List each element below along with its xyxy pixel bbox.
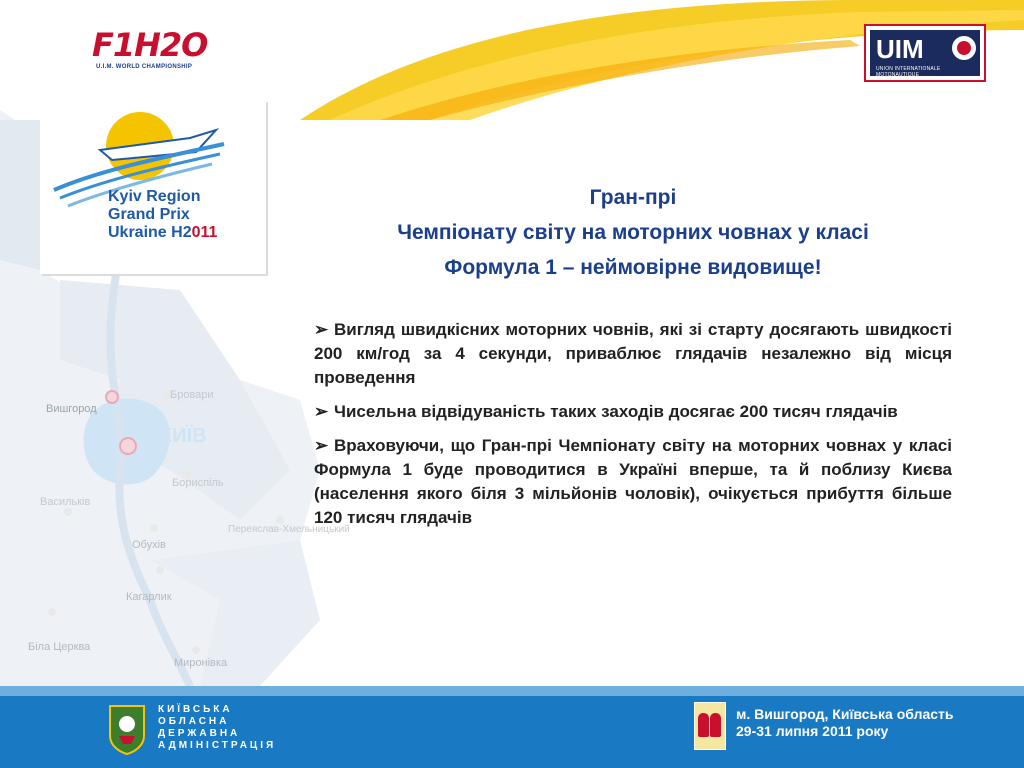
bullet-item: ➢ Вигляд швидкісних моторних човнів, які зі старту досягають швидкості 200 км/год за 4 секунди, приваблює глядачів незалежно від місця проведення: [314, 320, 952, 387]
admin-name: КИЇВСЬКА ОБЛАСНА ДЕРЖАВНА АДМІНІСТРАЦІЯ: [158, 704, 277, 751]
arrow-bullet-icon: ➢: [314, 436, 329, 455]
bullet-list: [314, 318, 952, 540]
title-line1: Гран-прі: [589, 186, 677, 209]
map-label-vyshhorod: Вишгород: [46, 403, 97, 415]
map-label-vasylkiv: Васильків: [40, 496, 91, 508]
uim-logo-subtitle: UNION INTERNATIONALE MOTONAUTIQUE: [876, 66, 941, 78]
arrow-bullet-icon: ➢: [314, 402, 329, 421]
event-info: [736, 706, 954, 740]
map-label-obukhiv: Обухів: [132, 539, 166, 551]
map-label-kaharlyk: Кагарлик: [126, 591, 172, 603]
map-label-pereiaslav: Переяслав-Хмельницький: [228, 524, 350, 535]
footer-bar: [0, 686, 1024, 768]
f1h2o-logo: [92, 26, 232, 76]
grand-prix-line2: Grand Prix: [108, 206, 190, 223]
uim-logo: [864, 24, 986, 82]
grand-prix-line3: Ukraine H2011: [108, 224, 218, 241]
page-title: [296, 180, 970, 285]
uim-logo-text: UIM: [876, 34, 924, 64]
bullet-item: ➢ Враховуючи, що Гран-прі Чемпіонату світу на моторних човнах у класі Формула 1 буде проводитися в Україні вперше, та й поблизу Києва (населення якого біля 3 мільйонів чоловік), очікується прибуття більше 120 тисяч глядачів: [314, 436, 952, 527]
title-line3: Формула 1 – неймовірне видовище!: [444, 256, 822, 279]
map-label-myronivka: Миронівка: [174, 657, 228, 669]
map-label-kyiv: КИЇВ: [160, 425, 207, 447]
grand-prix-logo: [40, 100, 266, 274]
sun-boat-emblem-icon: [40, 100, 266, 274]
arrow-bullet-icon: ➢: [314, 320, 329, 339]
grand-prix-line1: Kyiv Region: [108, 188, 201, 205]
map-label-boryspil: Бориспіль: [172, 477, 224, 489]
uim-emblem-icon: [952, 36, 976, 60]
bullet-item: ➢ Чисельна відвідуваність таких заходів досягає 200 тисяч глядачів: [314, 400, 952, 424]
event-dates: 29-31 липня 2011 року: [736, 723, 889, 739]
event-location: м. Вишгород, Київська область: [736, 706, 954, 722]
vyshhorod-crest-icon: [694, 702, 726, 750]
f1h2o-logo-text: F1H2O: [92, 26, 208, 64]
title-line2: Чемпіонату світу на моторних човнах у класі: [397, 221, 869, 244]
f1h2o-logo-subtitle: U.I.M. WORLD CHAMPIONSHIP: [96, 64, 193, 70]
kyiv-oblast-crest-icon: [106, 702, 148, 756]
map-label-brovary: Бровари: [170, 389, 214, 401]
map-label-bila-tserkva: Біла Церква: [28, 641, 91, 653]
